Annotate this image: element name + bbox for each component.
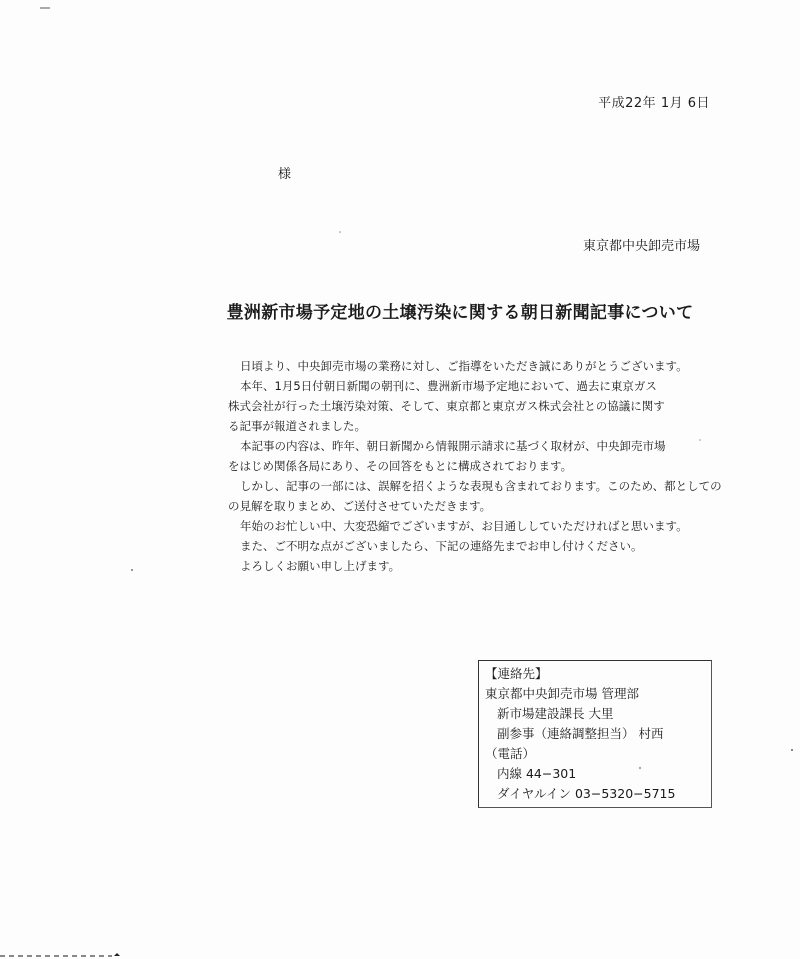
scan-speck	[131, 569, 133, 571]
letter-body	[228, 356, 722, 576]
body-line: しかし、記事の一部には、誤解を招くような表現も含まれております。このため、都としての	[240, 479, 722, 493]
contact-box	[478, 660, 712, 808]
contact-manager: 新市場建設課長 大里	[497, 706, 614, 721]
contact-dial-in: ダイヤルイン 03−5320−5715	[497, 786, 676, 801]
scan-speck	[791, 749, 793, 751]
scan-speck	[339, 231, 341, 233]
body-line: 年始のお忙しい中、大変恐縮でございますが、お目通ししていただければと思います。	[240, 519, 688, 533]
body-line: をはじめ関係各局にあり、その回答をもとに構成されております。	[228, 459, 573, 473]
contact-extension: 内線 44−301	[497, 766, 577, 781]
contact-phone-label: （電話）	[485, 746, 536, 761]
recipient-honorific: 様	[278, 167, 292, 182]
body-line: よろしくお願い申し上げます。	[240, 559, 401, 573]
body-line: る記事が報道されました。	[228, 419, 366, 433]
contact-heading: 【連絡先】	[485, 666, 548, 681]
body-line: 本年、1月5日付朝日新聞の朝刊に、豊洲新市場予定地において、過去に東京ガス	[240, 379, 657, 393]
body-line: また、ご不明な点がございましたら、下記の連絡先までお申し付けください。	[240, 539, 643, 553]
sender-organization: 東京都中央卸売市場	[582, 239, 700, 254]
body-line: 株式会社が行った土壌汚染対策、そして、東京都と東京ガス株式会社との協議に関す	[228, 399, 665, 413]
body-line: 本記事の内容は、昨年、朝日新聞から情報開示請求に基づく取材が、中央卸売市場	[240, 439, 666, 453]
letter-title: 豊洲新市場予定地の土壌汚染に関する朝日新聞記事について	[226, 303, 694, 323]
letter-date: 平成22年 1月 6日	[598, 96, 710, 111]
body-line: 日頃より、中央卸売市場の業務に対し、ご指導をいただき誠にありがとうございます。	[240, 359, 688, 373]
contact-deputy: 副参事（連絡調整担当） 村西	[497, 726, 664, 741]
contact-department: 東京都中央卸売市場 管理部	[485, 686, 639, 701]
body-line: の見解を取りまとめ、ご送付させていただきます。	[228, 499, 492, 513]
arrow-mark	[114, 953, 120, 956]
scan-dashes	[0, 953, 120, 957]
